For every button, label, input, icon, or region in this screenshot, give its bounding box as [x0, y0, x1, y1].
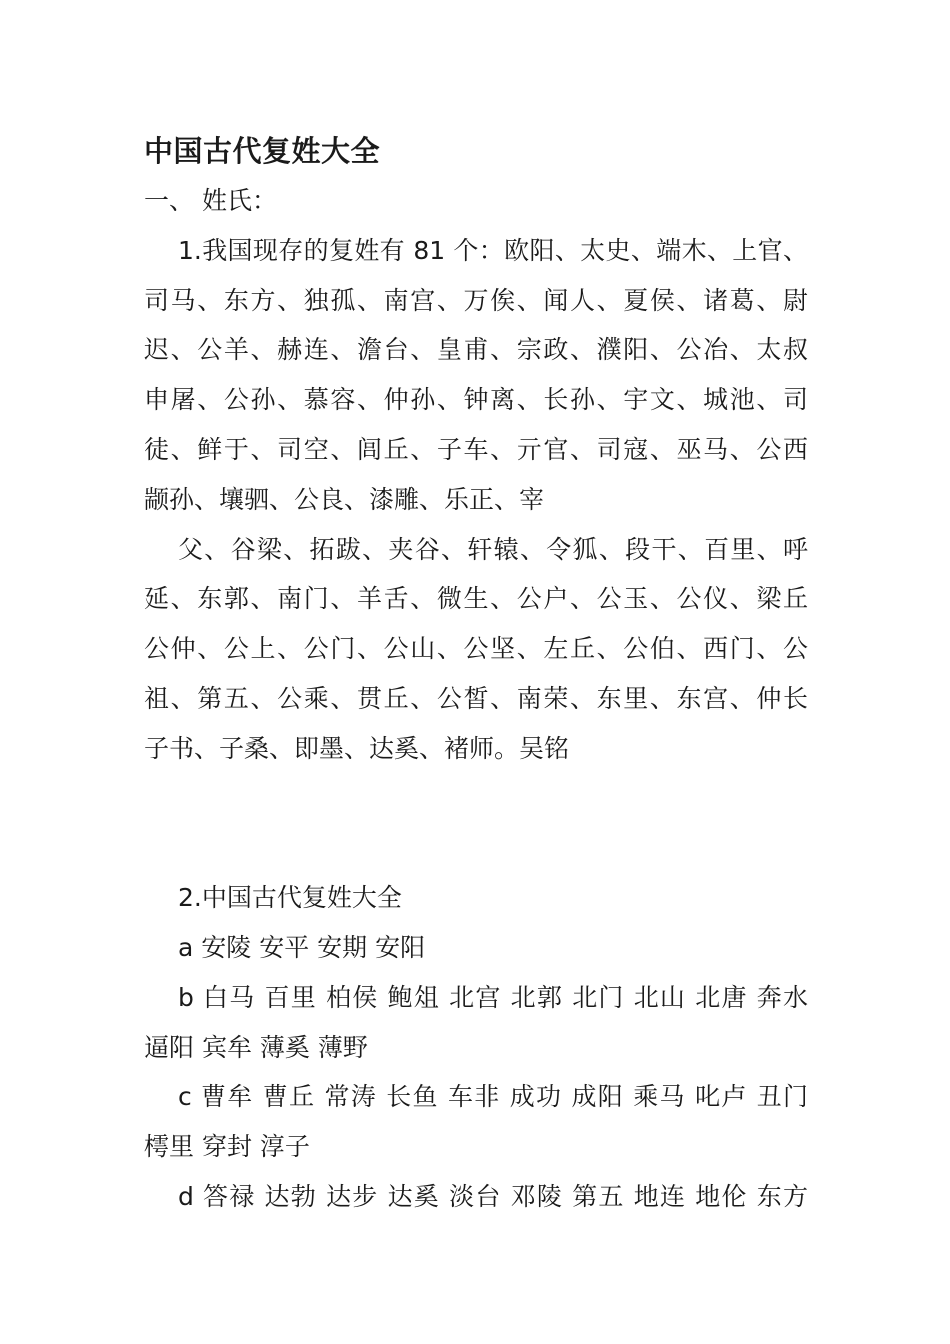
text-line: 子书、子桑、即墨、达奚、褚师。吴铭: [144, 733, 570, 763]
text-line: 申屠、公孙、慕容、仲孙、钟离、长孙、宇文、城池、司: [144, 385, 808, 415]
letter-line-c: c 曹牟 曹丘 常涛 长鱼 车非 成功 成阳 乘马 叱卢 丑门: [178, 1082, 808, 1112]
text-line: 迟、公羊、赫连、澹台、皇甫、宗政、濮阳、公冶、太叔: [144, 335, 808, 365]
letter-line-b-cont: 逼阳 宾牟 薄奚 薄野: [144, 1032, 368, 1062]
text-line: 徒、鲜于、司空、闾丘、子车、亓官、司寇、巫马、公西: [144, 434, 808, 464]
document-page: [144, 126, 808, 1222]
section2-title: 2.中国古代复姓大全: [178, 883, 402, 913]
paragraph-surnames-1: [144, 226, 808, 525]
section-heading: 一、 姓氏：: [144, 186, 277, 215]
text-line: 司马、东方、独孤、南宫、万俟、闻人、夏侯、诸葛、尉: [144, 285, 808, 315]
text-line: 祖、第五、公乘、贯丘、公皙、南荣、东里、东宫、仲长: [144, 683, 808, 713]
text-line: 延、东郭、南门、羊舌、微生、公户、公玉、公仪、梁丘: [144, 584, 808, 614]
letter-line-d: d 答禄 达勃 达步 达奚 淡台 邓陵 第五 地连 地伦 东方: [178, 1181, 808, 1211]
text-line: 公仲、公上、公门、公山、公坚、左丘、公伯、西门、公: [144, 634, 808, 664]
letter-index-list: [144, 923, 808, 1222]
letter-line-c-cont: 樗里 穿封 淳子: [144, 1132, 310, 1162]
text-line: 1.我国现存的复姓有 81 个：欧阳、太史、端木、上官、: [178, 235, 808, 265]
document-title: 中国古代复姓大全: [144, 134, 381, 168]
paragraph-surnames-2: [144, 525, 808, 774]
text-line: 颛孙、壤驷、公良、漆雕、乐正、宰: [144, 484, 545, 514]
letter-line-a: a 安陵 安平 安期 安阳: [178, 932, 426, 962]
text-line: 父、谷梁、拓跋、夹谷、轩辕、令狐、段干、百里、呼: [178, 534, 808, 564]
blank-space: [144, 774, 808, 874]
letter-line-b: b 白马 百里 柏侯 鲍俎 北宫 北郭 北门 北山 北唐 奔水: [178, 982, 808, 1012]
